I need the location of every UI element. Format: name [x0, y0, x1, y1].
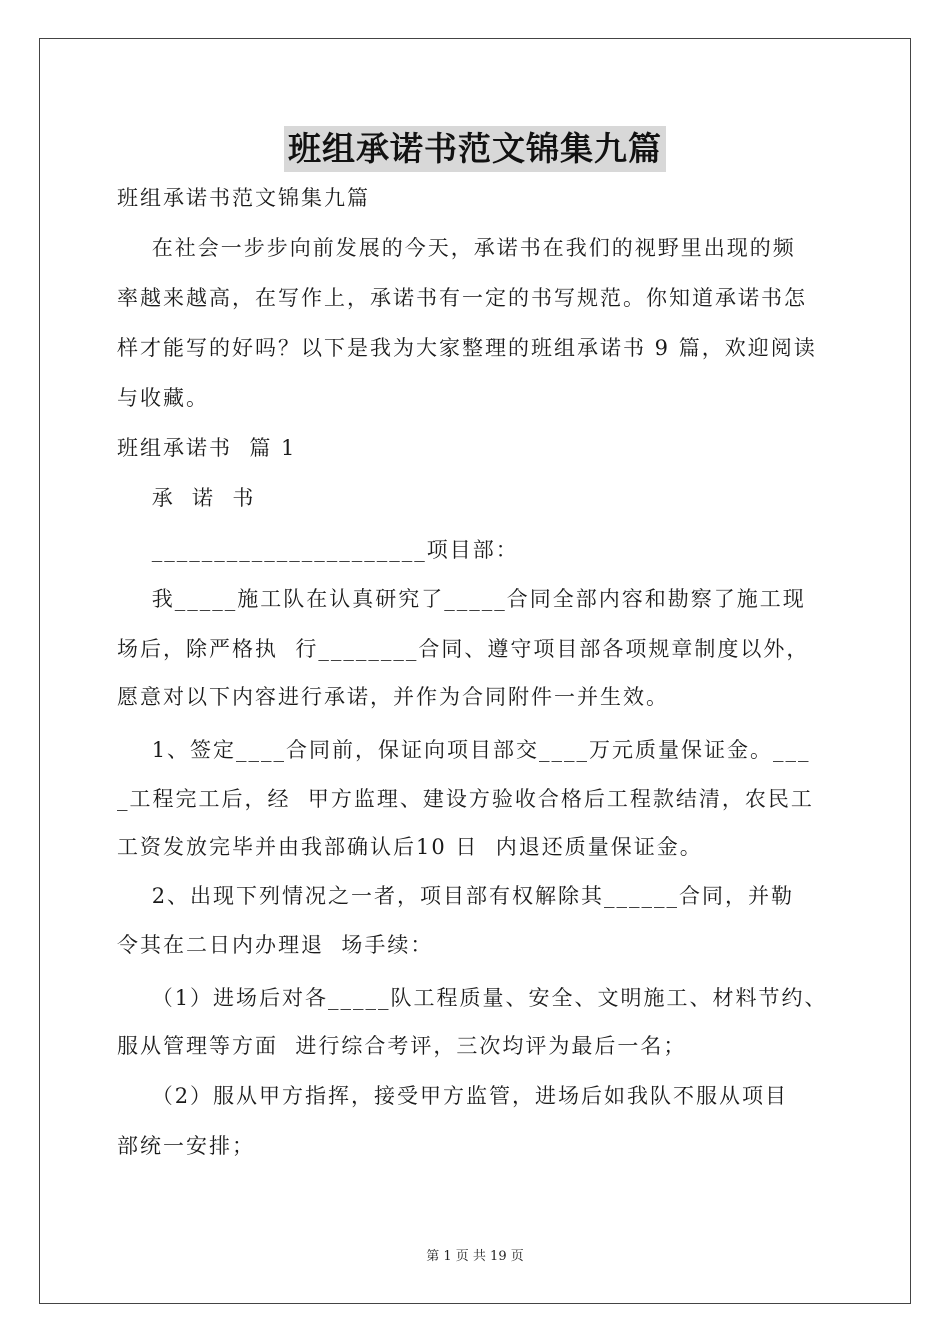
title-container — [0, 126, 950, 172]
paragraph-line: 我_____施工队在认真研究了_____合同全部内容和勘察了施工现 — [117, 587, 806, 611]
section-heading: 班组承诺书 篇 1 — [117, 436, 297, 460]
paragraph-line: 1、签定____合同前，保证向项目部交____万元质量保证金。___ — [117, 738, 811, 762]
page-border — [39, 38, 911, 1304]
paragraph-line: 在社会一步步向前发展的今天，承诺书在我们的视野里出现的频 — [117, 236, 796, 260]
page-footer: 第 1 页 共 19 页 — [426, 1249, 524, 1264]
paragraph-line: （2）服从甲方指挥，接受甲方监管，进场后如我队不服从项目 — [117, 1084, 789, 1108]
letter-heading: 承 诺 书 — [117, 486, 256, 510]
paragraph-line: 令其在二日内办理退 场手续： — [117, 933, 434, 957]
addressee-line: ______________________项目部： — [117, 538, 519, 562]
paragraph-line: 样才能写的好吗？以下是我为大家整理的班组承诺书 9 篇，欢迎阅读 — [117, 336, 817, 360]
paragraph-line: （1）进场后对各_____队工程质量、安全、文明施工、材料节约、 — [117, 986, 828, 1010]
paragraph-line: 与收藏。 — [117, 386, 209, 410]
document-title: 班组承诺书范文锦集九篇 — [284, 126, 666, 172]
paragraph-line: 工资发放完毕并由我部确认后10 日 内退还质量保证金。 — [117, 835, 703, 859]
paragraph-line: 率越来越高，在写作上，承诺书有一定的书写规范。你知道承诺书怎 — [117, 286, 807, 310]
paragraph-line: _工程完工后，经 甲方监理、建设方验收合格后工程款结清，农民工 — [117, 787, 814, 811]
paragraph-line: 场后，除严格执 行________合同、遵守项目部各项规章制度以外， — [117, 637, 810, 661]
subtitle-line: 班组承诺书范文锦集九篇 — [117, 186, 370, 210]
paragraph-line: 愿意对以下内容进行承诺，并作为合同附件一并生效。 — [117, 685, 669, 709]
paragraph-line: 服从管理等方面 进行综合考评，三次均评为最后一名； — [117, 1034, 687, 1058]
paragraph-line: 部统一安排； — [117, 1134, 255, 1158]
paragraph-line: 2、出现下列情况之一者，项目部有权解除其______合同，并勒 — [117, 884, 795, 908]
